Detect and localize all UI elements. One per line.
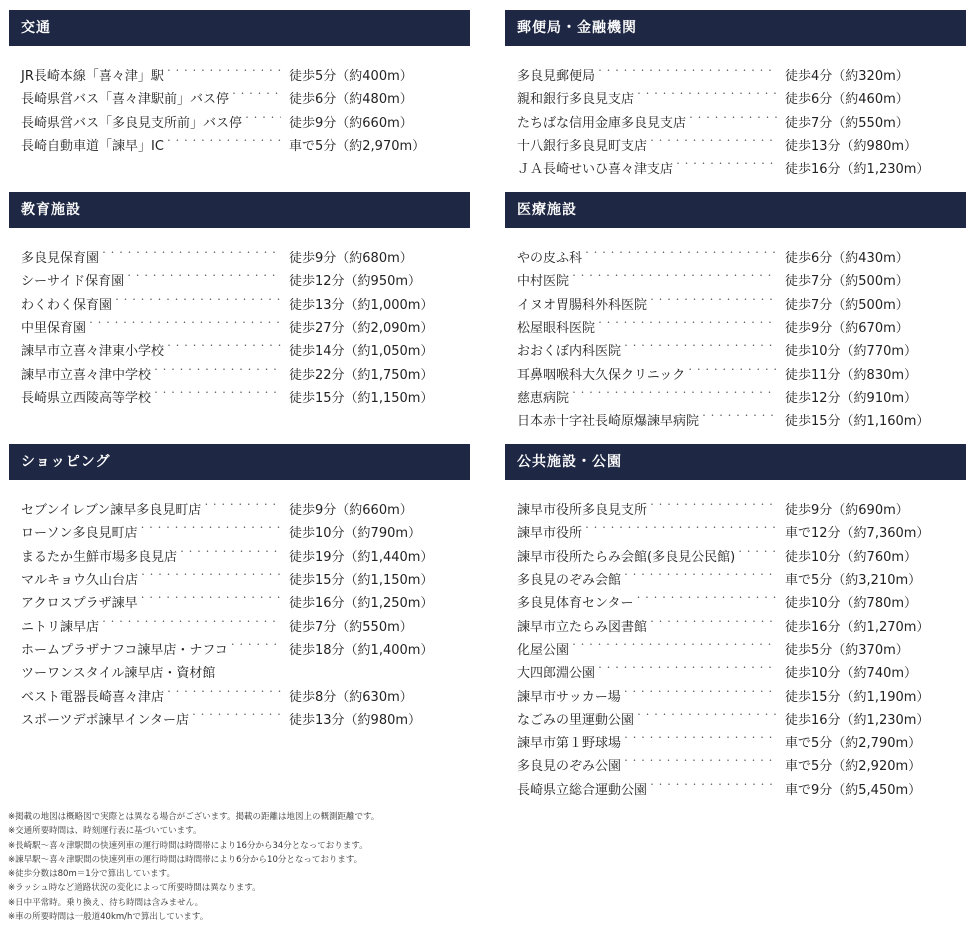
facility-name-cell: [9, 686, 281, 705]
facility-name: 諫早市第１野球場: [517, 736, 622, 752]
list-item: [505, 268, 966, 291]
section-title: 郵便局・金融機関: [505, 10, 966, 46]
facility-name: 諫早市立喜々津東小学校: [21, 344, 165, 360]
facility-name-cell: [505, 546, 777, 565]
facility-name: 長崎県営バス「喜々津駅前」バス停: [21, 92, 230, 108]
list-item: [505, 544, 966, 567]
facility-name-cell: [9, 270, 281, 289]
facility-name-cell: [505, 755, 777, 774]
dot-leader: [569, 639, 777, 658]
dot-leader: [242, 112, 281, 131]
facility-name: 多良見のぞみ公園: [517, 759, 622, 775]
footnote-line: ※長崎駅～喜々津駅間の快速列車の運行時間は時間帯により16分から34分となっております。: [8, 840, 368, 851]
facility-name-cell: [9, 387, 281, 406]
facility-name: 長崎県営バス「多良見支所前」バス停: [21, 115, 243, 131]
facility-name: まるたか生鮮市場多良見店: [21, 549, 178, 565]
facility-name-cell: [9, 499, 281, 518]
facility-distance: 徒歩7分（約500m）: [785, 297, 909, 313]
list-item: [505, 408, 966, 431]
dot-leader: [189, 709, 281, 728]
facility-name: 諫早市立たらみ図書館: [517, 619, 648, 635]
facility-name-cell: [505, 522, 777, 541]
facility-name: 十八銀行多良見町支店: [517, 139, 648, 155]
list-item: [505, 753, 966, 776]
facility-name-cell: [9, 639, 281, 658]
list-item: [505, 777, 966, 800]
facility-name-cell: [505, 112, 777, 131]
facility-distance: 徒歩4分（約320m）: [785, 69, 909, 85]
facility-distance: 徒歩15分（約1,190m）: [785, 689, 930, 705]
facility-distance: 徒歩9分（約660m）: [289, 115, 413, 131]
facility-name-cell: [9, 65, 281, 84]
facility-distance: 徒歩13分（約1,000m）: [289, 297, 434, 313]
list-item: [9, 292, 470, 315]
facility-distance: 徒歩10分（約740m）: [785, 666, 918, 682]
facility-distance: 徒歩10分（約770m）: [785, 344, 918, 360]
dot-leader: [621, 569, 777, 588]
dot-leader: [112, 294, 281, 313]
facility-name-cell: [9, 522, 281, 541]
facility-distance: 徒歩16分（約1,230m）: [785, 162, 930, 178]
facility-name: ツーワンスタイル諫早店・資材館: [21, 666, 216, 682]
facility-name-cell: [505, 88, 777, 107]
list-item: [9, 520, 470, 543]
item-list: [9, 245, 470, 408]
facility-name: 諫早市役所多良見支所: [517, 503, 648, 519]
facility-name: 諫早市役所: [517, 526, 583, 542]
facility-name-cell: [505, 158, 777, 177]
list-item: [505, 361, 966, 384]
dot-leader: [569, 270, 777, 289]
facility-name: ベスト電器長崎喜々津店: [21, 689, 165, 705]
facility-name: 日本赤十字社長崎原爆諫早病院: [517, 414, 700, 430]
dot-leader: [621, 732, 777, 751]
footnote-line: ※ラッシュ時など道路状況の変化によって所要時間は異なります。: [8, 883, 261, 894]
dot-leader: [138, 569, 281, 588]
facility-distance: 徒歩9分（約670m）: [785, 321, 909, 337]
facility-name: 中村医院: [517, 274, 570, 290]
item-list: [9, 63, 470, 156]
facility-name-cell: [9, 616, 281, 635]
list-item: [9, 86, 470, 109]
dot-leader: [621, 755, 777, 774]
facility-name: 諫早市立喜々津中学校: [21, 367, 152, 383]
facility-name-cell: [9, 662, 281, 681]
list-item: [9, 245, 470, 268]
dot-leader: [735, 546, 777, 565]
facility-name: シーサイド保育園: [21, 274, 125, 290]
facility-name-cell: [505, 270, 777, 289]
facility-distance: 車で9分（約5,450m）: [785, 782, 922, 798]
facility-name-cell: [9, 569, 281, 588]
facility-distance: 徒歩12分（約910m）: [785, 390, 918, 406]
list-item: [9, 660, 470, 683]
facility-name-cell: [9, 546, 281, 565]
list-item: [505, 385, 966, 408]
facility-distance: 車で5分（約2,970m）: [289, 139, 426, 155]
facility-name-cell: [9, 317, 281, 336]
facility-distance: 徒歩16分（約1,250m）: [289, 596, 434, 612]
dot-leader: [673, 158, 777, 177]
section-shopping: [9, 444, 470, 730]
list-item: [505, 63, 966, 86]
facility-distance: 徒歩19分（約1,440m）: [289, 549, 434, 565]
facility-distance: 車で5分（約2,790m）: [785, 736, 922, 752]
facility-name: 多良見体育センター: [517, 596, 634, 612]
dot-leader: [201, 499, 281, 518]
footnote-line: ※掲載の地図は概略図で実際とは異なる場合がございます。掲載の距離は地図上の概測距離です。: [8, 812, 380, 822]
list-item: [505, 613, 966, 636]
facility-distance: 徒歩6分（約460m）: [785, 92, 909, 108]
list-item: [9, 707, 470, 730]
facility-name-cell: [505, 779, 777, 798]
facility-name-cell: [505, 686, 777, 705]
facility-name-cell: [9, 364, 281, 383]
facility-distance: 徒歩15分（約1,160m）: [785, 414, 930, 430]
section-medical: [505, 192, 966, 431]
facility-name: ＪＡ長崎せいひ喜々津支店: [517, 162, 674, 178]
facility-distance: 徒歩5分（約370m）: [785, 642, 909, 658]
section-title: 公共施設・公園: [505, 444, 966, 480]
facility-name: 多良見郵便局: [517, 69, 596, 85]
facility-name: 諫早市サッカー場: [517, 689, 621, 705]
facility-name-cell: [9, 88, 281, 107]
footnote-line: ※日中平常時。乗り換え、待ち時間は含みません。: [8, 897, 204, 908]
facility-distance: 徒歩18分（約1,400m）: [289, 642, 434, 658]
facility-distance: 徒歩10分（約790m）: [289, 526, 422, 542]
facility-name: 慈恵病院: [517, 390, 570, 406]
facility-distance: 徒歩9分（約660m）: [289, 503, 413, 519]
list-item: [505, 730, 966, 753]
list-item: [505, 683, 966, 706]
facility-name-cell: [505, 616, 777, 635]
facility-name: 多良見保育園: [21, 251, 100, 267]
facility-distance: 車で5分（約3,210m）: [785, 573, 922, 589]
dot-leader: [569, 387, 777, 406]
facility-name: 親和銀行多良見支店: [517, 92, 635, 108]
dot-leader: [595, 662, 777, 681]
dot-leader: [686, 112, 777, 131]
list-item: [505, 133, 966, 156]
facility-name-cell: [9, 247, 281, 266]
facility-distance: 車で5分（約2,920m）: [785, 759, 922, 775]
list-item: [505, 707, 966, 730]
facility-distance: 徒歩13分（約980m）: [289, 712, 422, 728]
facility-name-cell: [9, 294, 281, 313]
list-item: [9, 268, 470, 291]
facility-name: JR長崎本線「喜々津」駅: [21, 69, 164, 85]
facility-name-cell: [505, 732, 777, 751]
facility-distance: 徒歩10分（約760m）: [785, 549, 918, 565]
facility-name-cell: [505, 410, 777, 429]
facility-name: 長崎県立西陵高等学校: [21, 390, 152, 406]
facility-name: アクロスプラザ諫早: [21, 596, 138, 612]
facility-distance: 徒歩11分（約830m）: [785, 367, 918, 383]
facility-name-cell: [505, 65, 777, 84]
facility-name: スポーツデポ諫早インター店: [21, 712, 189, 728]
facility-name-cell: [505, 387, 777, 406]
list-item: [9, 315, 470, 338]
facility-name: 長崎自動車道「諫早」IC: [21, 139, 164, 155]
dot-leader: [228, 639, 281, 658]
footnote-line: ※交通所要時間は、時刻運行表に基づいています。: [8, 826, 202, 837]
facility-name-cell: [505, 135, 777, 154]
list-item: [9, 683, 470, 706]
facility-name: 多良見のぞみ会館: [517, 573, 622, 589]
section-education: [9, 192, 470, 408]
dot-leader: [621, 340, 777, 359]
facility-name: 大四郎淵公園: [517, 666, 596, 682]
list-item: [505, 292, 966, 315]
facility-name: ローソン多良見町店: [21, 526, 138, 542]
facility-distance: 徒歩16分（約1,230m）: [785, 712, 930, 728]
section-public: [505, 444, 966, 800]
facility-name: 松屋眼科医院: [517, 321, 596, 337]
facility-name: やの皮ふ科: [517, 251, 583, 267]
facility-name-cell: [505, 592, 777, 611]
facility-name: マルキョウ久山台店: [21, 573, 139, 589]
facility-name-cell: [505, 499, 777, 518]
dot-leader: [647, 779, 777, 798]
dot-leader: [582, 247, 777, 266]
facility-name-cell: [9, 112, 281, 131]
list-item: [505, 660, 966, 683]
list-item: [9, 63, 470, 86]
facility-name: イヌオ胃腸科外科医院: [517, 297, 648, 313]
facility-distance: 徒歩7分（約550m）: [785, 115, 909, 131]
list-item: [9, 497, 470, 520]
dot-leader: [177, 546, 281, 565]
facility-name-cell: [505, 709, 777, 728]
facility-distance: 徒歩14分（約1,050m）: [289, 344, 434, 360]
facility-name: なごみの里運動公園: [517, 712, 635, 728]
list-item: [505, 567, 966, 590]
list-item: [9, 110, 470, 133]
item-list: [505, 497, 966, 800]
dot-leader: [164, 686, 281, 705]
dot-leader: [99, 247, 281, 266]
list-item: [505, 497, 966, 520]
facility-name-cell: [505, 662, 777, 681]
dot-leader: [685, 364, 777, 383]
item-list: [505, 63, 966, 179]
facility-distance: 車で12分（約7,360m）: [785, 526, 930, 542]
facility-name-cell: [9, 709, 281, 728]
list-item: [9, 590, 470, 613]
dot-leader: [151, 387, 281, 406]
list-item: [505, 245, 966, 268]
list-item: [9, 385, 470, 408]
dot-leader: [647, 135, 777, 154]
dot-leader: [647, 616, 777, 635]
list-item: [9, 613, 470, 636]
list-item: [505, 338, 966, 361]
dot-leader: [164, 135, 281, 154]
facility-distance: 徒歩9分（約680m）: [289, 251, 413, 267]
dot-leader: [633, 592, 777, 611]
item-list: [9, 497, 470, 730]
facility-name: ホームプラザナフコ諫早店・ナフコ: [21, 642, 228, 658]
facility-name-cell: [505, 317, 777, 336]
list-item: [505, 315, 966, 338]
facility-name-cell: [505, 294, 777, 313]
facility-distance: 徒歩5分（約400m）: [289, 69, 413, 85]
facility-name: わくわく保育園: [21, 297, 113, 313]
facility-name-cell: [505, 569, 777, 588]
facility-distance: 徒歩6分（約480m）: [289, 92, 413, 108]
dot-leader: [647, 294, 777, 313]
dot-leader: [138, 592, 281, 611]
facility-distance: 徒歩13分（約980m）: [785, 139, 918, 155]
facility-name-cell: [9, 135, 281, 154]
section-finance: [505, 10, 966, 179]
list-item: [9, 361, 470, 384]
dot-leader: [229, 88, 281, 107]
footnotes: [8, 810, 528, 924]
list-item: [505, 110, 966, 133]
facility-distance: 徒歩6分（約430m）: [785, 251, 909, 267]
list-item: [9, 133, 470, 156]
facility-distance: 徒歩22分（約1,750m）: [289, 367, 434, 383]
footnote-line: ※車の所要時間は一般道40km/hで算出しています。: [8, 912, 209, 923]
facility-name-cell: [9, 592, 281, 611]
dot-leader: [99, 616, 281, 635]
dot-leader: [164, 340, 281, 359]
facility-distance: 徒歩16分（約1,270m）: [785, 619, 930, 635]
dot-leader: [151, 364, 281, 383]
footnote-line: ※諫早駅～喜々津駅間の快速列車の運行時間は時間帯により6分から10分となっております。: [8, 854, 363, 865]
facility-distance: 徒歩12分（約950m）: [289, 274, 422, 290]
dot-leader: [634, 88, 777, 107]
facility-name: 化屋公園: [517, 642, 570, 658]
facility-distance: 徒歩10分（約780m）: [785, 596, 918, 612]
list-item: [505, 156, 966, 179]
facility-distance: 徒歩7分（約550m）: [289, 619, 413, 635]
facility-name-cell: [505, 364, 777, 383]
section-title: 医療施設: [505, 192, 966, 228]
section-title: 交通: [9, 10, 470, 46]
facility-name: ニトリ諫早店: [21, 619, 100, 635]
facility-distance: 徒歩7分（約500m）: [785, 274, 909, 290]
dot-leader: [634, 709, 777, 728]
dot-leader: [647, 499, 777, 518]
facility-name: 中里保育園: [21, 321, 87, 337]
facility-distance: 徒歩15分（約1,150m）: [289, 390, 434, 406]
facility-name: たちばな信用金庫多良見支店: [517, 115, 687, 131]
dot-leader: [164, 65, 281, 84]
item-list: [505, 245, 966, 431]
dot-leader: [595, 317, 777, 336]
dot-leader: [621, 686, 777, 705]
dot-leader: [582, 522, 777, 541]
list-item: [505, 637, 966, 660]
facility-name-cell: [505, 340, 777, 359]
facility-name-cell: [505, 247, 777, 266]
list-item: [505, 86, 966, 109]
facility-name: 耳鼻咽喉科大久保クリニック: [517, 367, 686, 383]
section-title: 教育施設: [9, 192, 470, 228]
facility-distance: 徒歩9分（約690m）: [785, 503, 909, 519]
facility-distance: 徒歩8分（約630m）: [289, 689, 413, 705]
footnote-line: ※徒歩分数は80m＝1分で算出しています。: [8, 869, 175, 880]
list-item: [505, 520, 966, 543]
dot-leader: [86, 317, 281, 336]
facility-name: 長崎県立総合運動公園: [517, 782, 648, 798]
facility-name-cell: [9, 340, 281, 359]
facility-distance: 徒歩27分（約2,090m）: [289, 321, 434, 337]
dot-leader: [595, 65, 777, 84]
dot-leader: [124, 270, 281, 289]
list-item: [9, 567, 470, 590]
facility-name: セブンイレブン諫早多良見町店: [21, 503, 202, 519]
list-item: [9, 338, 470, 361]
section-transport: [9, 10, 470, 156]
facility-name: おおくぼ内科医院: [517, 344, 622, 360]
facility-name: 諫早市役所たらみ会館(多良見公民館): [517, 549, 736, 565]
facility-name-cell: [505, 639, 777, 658]
dot-leader: [137, 522, 281, 541]
facility-distance: 徒歩15分（約1,150m）: [289, 573, 434, 589]
dot-leader: [699, 410, 777, 429]
section-title: ショッピング: [9, 444, 470, 480]
list-item: [505, 590, 966, 613]
list-item: [9, 544, 470, 567]
list-item: [9, 637, 470, 660]
